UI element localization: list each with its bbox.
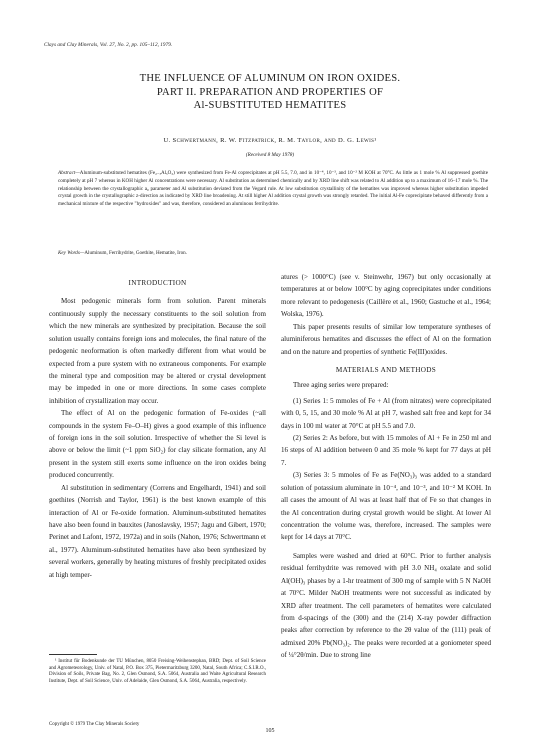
keywords-text: Aluminum, Ferrihydrite, Goethite, Hematite, Iron.: [84, 250, 187, 256]
title-line-1: THE INFLUENCE OF ALUMINUM ON IRON OXIDES.: [139, 73, 401, 84]
body-paragraph: Most pedogenic minerals form from solution. Parent minerals continuously supply the necessary constituents to the soil solution from which the new minerals are synthesized by precipitation. Because the soil solution usually contains foreign ions and molecules, the final nature of the pedogenic neoformation is often markedly different from what would be expected from a pure system with no extraneous components. For example the mineral type and composition may be altered or crystal development may be impeded in one or more directions. In some cases complete inhibition of crystallization may occur.: [49, 297, 266, 405]
section-heading-materials-and-methods: MATERIALS AND METHODS: [335, 365, 437, 374]
footnote-text: ¹ Institut für Bodenkunde der TU München, 8050 Freising-Weihenstephan, BRD; Dept. of Soil Science and Agrometeorology, Univ. of Natal, P.O. Box 375, Pietermaritzburg 3200, Natal, South Africa; C.S.I.R.O., Division of Soils, Private Bag, No. 2, Glen Osmond, S.A. 5064, Australia and Waite Agricultural Research Institute, Dept. of Soil Science, Univ. of Adelaide, Glen Osmond, S.A. 5064, Australia, respectively.: [49, 659, 266, 684]
keywords: [58, 250, 488, 257]
article-title: [30, 72, 510, 113]
body-paragraph: The effect of Al on the pedogenic formation of Fe-oxides (~all compounds in the system Fe–O–H) gives a good example of this influence of foreign ions in the soil solution. Irrespective of whether the Si level is above or below the limit (~1 ppm SiO₂) for clay silicate formation, any Al present in the system still exerts some influence on the iron oxides being produced concurrently.: [49, 409, 266, 480]
title-line-3: Al-SUBSTITUTED HEMATITES: [193, 100, 347, 112]
right-column: [281, 271, 491, 662]
footnote: [49, 659, 266, 685]
footnote-rule: [49, 654, 97, 655]
abstract-text: Aluminum-substituted hematites (Fe₂₋ₓAlₓO₃) were synthesized from Fe-Al coprecipitates at pH 5.5, 7.0, and in 10⁻⁴, 10⁻³, and 10⁻² M KOH at 70°C. As little as 1 mole % Al suppressed goethite completely at pH 7 whereas in KOH higher Al concentrations were necessary. Al substitution as determined chemically and by XRD line shift was related to Al addition up to a maximum of 16–17 mole %. The relationship between the crystallographic a₀ parameter and Al substitution deviated from the Vegard rule. At low substitution crystallinity of the hematites was improved whereas higher substitution impeded crystal growth in the crystallographic z-direction as indicated by XRD line broadening. At still higher Al addition crystal growth was strongly retarded. The initial Al-Fe coprecipitate behaved differently from a mechanical mixture of the respective "hydroxides" and was, therefore, considered an aluminous ferrihydrite.: [58, 170, 488, 208]
copyright-notice: Copyright © 1979 The Clay Minerals Society: [49, 722, 140, 727]
keywords-label: Key Words—: [58, 250, 85, 256]
journal-citation: Clays and Clay Minerals, Vol. 27, No. 2, pp. 105–112, 1979.: [44, 42, 173, 48]
body-paragraph: Al substitution in sedimentary (Correns and Engelhardt, 1941) and soil goethites (Norrish and Taylor, 1961) is the best known example of this interaction of Al or Fe-oxide formation. Aluminum-substituted hematites have also been found in bauxites (Janoslavsky, 1957; Jagu and Gibert, 1970; Perinet and Lafont, 1972, 1972a) and in soils (Nahon, 1976; Schwertmann et al., 1977). Aluminum-substituted hematites have also been synthesized by several workers, generally by heating mixtures of freshly precipitated oxides at high temper-: [49, 483, 266, 579]
page-number: 105: [265, 728, 275, 734]
title-line-2: PART II. PREPARATION AND PROPERTIES OF: [156, 86, 384, 98]
body-paragraph: Samples were washed and dried at 60°C. Prior to further analysis residual ferrihydrite was removed with pH 3.0 NH₄ oxalate and solid Al(OH)₃ phases by a 1-hr treatment of 300 mg of sample with 5 N NaOH at 70°C. Milder NaOH treatments were not successful as indicated by XRD after treatment. The cell parameters of hematites were calculated from d-spacings of the (300) and the (214) X-ray powder diffraction peaks after correction by reference to the 2θ value of the (111) peak of admixed 20% Pb(NO₃)₂. The peaks were recorded at a goniometer speed of ¼°2θ/min. Due to strong line: [281, 551, 491, 660]
body-paragraph: This paper presents results of similar low temperature syntheses of aluminiferous hematites and discusses the effect of Al on the formation and on the nature and properties of synthetic Fe(III)oxides.: [281, 322, 491, 356]
author-list: U. Schwertmann, R. W. Fitzpatrick, R. M. Taylor, and D. G. Lewis¹: [163, 137, 377, 144]
abstract-label: Abstract—: [58, 170, 80, 176]
series-item: (1) Series 1: 5 mmoles of Fe + Al (from nitrates) were coprecipitated with 0, 5, 15, and 30 mole % Al at pH 7, washed salt free and kept for 34 days in 100 ml water at 70°C at pH 5.5 and 7.0.: [281, 396, 491, 430]
left-column: [49, 277, 266, 581]
abstract: [58, 170, 488, 209]
series-item: (2) Series 2: As before, but with 15 mmoles of Al + Fe in 250 ml and 16 steps of Al addition between 0 and 35 mole % kept for 77 days at pH 7.: [281, 434, 491, 467]
body-paragraph: atures (> 1000°C) (see v. Steinwehr, 1967) but only occasionally at temperatures at or below 100°C by aging coprecipitates under conditions more relevant to pedogenesis (Caillère et al., 1960; Gastuche et al., 1964; Wolska, 1976).: [281, 273, 491, 319]
received-date: (Received 8 May 1978): [245, 152, 295, 158]
series-item: (3) Series 3: 5 mmoles of Fe as Fe(NO₃)₃ was added to a standard solution of potassium aluminate in 10⁻⁴, and 10⁻³, and 10⁻² M KOH. In all cases the amount of Al was at least half that of Fe so that changes in the Al concentration during crystal growth would be slight. At lower Al concentration the volume was, therefore, increased. The samples were kept for 14 days at 70°C.: [281, 471, 491, 542]
section-heading-introduction: INTRODUCTION: [128, 279, 187, 287]
series-intro: Three aging series were prepared:: [293, 381, 389, 390]
